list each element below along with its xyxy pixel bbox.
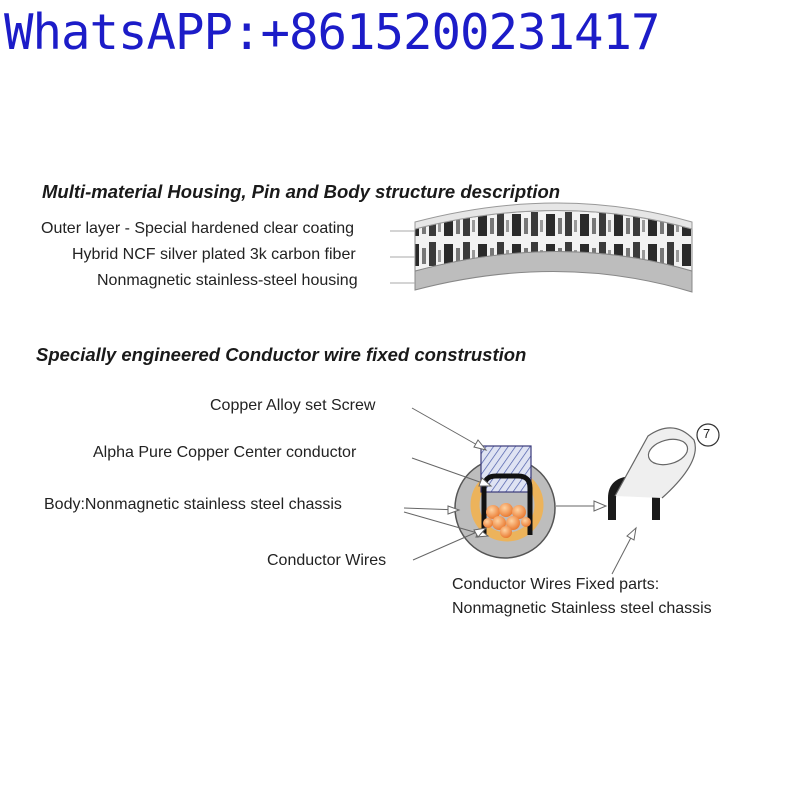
part-number: 7 bbox=[703, 426, 711, 441]
label-steel-housing: Nonmagnetic stainless-steel housing bbox=[97, 272, 358, 289]
connector-cross-section bbox=[455, 446, 555, 558]
label-body-chassis: Body:Nonmagnetic stainless steel chassis bbox=[44, 496, 342, 513]
label-center-conductor: Alpha Pure Copper Center conductor bbox=[93, 444, 357, 461]
layered-housing-illustration bbox=[415, 203, 692, 292]
section2-heading: Specially engineered Conductor wire fixed construstion bbox=[36, 344, 527, 365]
label-set-screw: Copper Alloy set Screw bbox=[210, 397, 376, 414]
label-fixed-parts-title: Conductor Wires Fixed parts: bbox=[452, 576, 660, 593]
section1-heading: Multi-material Housing, Pin and Body structure description bbox=[42, 181, 561, 202]
label-carbon-fiber: Hybrid NCF silver plated 3k carbon fiber bbox=[72, 246, 356, 263]
label-conductor-wires: Conductor Wires bbox=[267, 552, 387, 569]
label-outer-layer: Outer layer - Special hardened clear coating bbox=[41, 220, 355, 237]
section1-leader-lines bbox=[390, 231, 415, 283]
whatsapp-banner: WhatsAPP:+8615200231417 bbox=[4, 4, 660, 61]
label-fixed-parts-desc: Nonmagnetic Stainless steel chassis bbox=[452, 600, 712, 617]
